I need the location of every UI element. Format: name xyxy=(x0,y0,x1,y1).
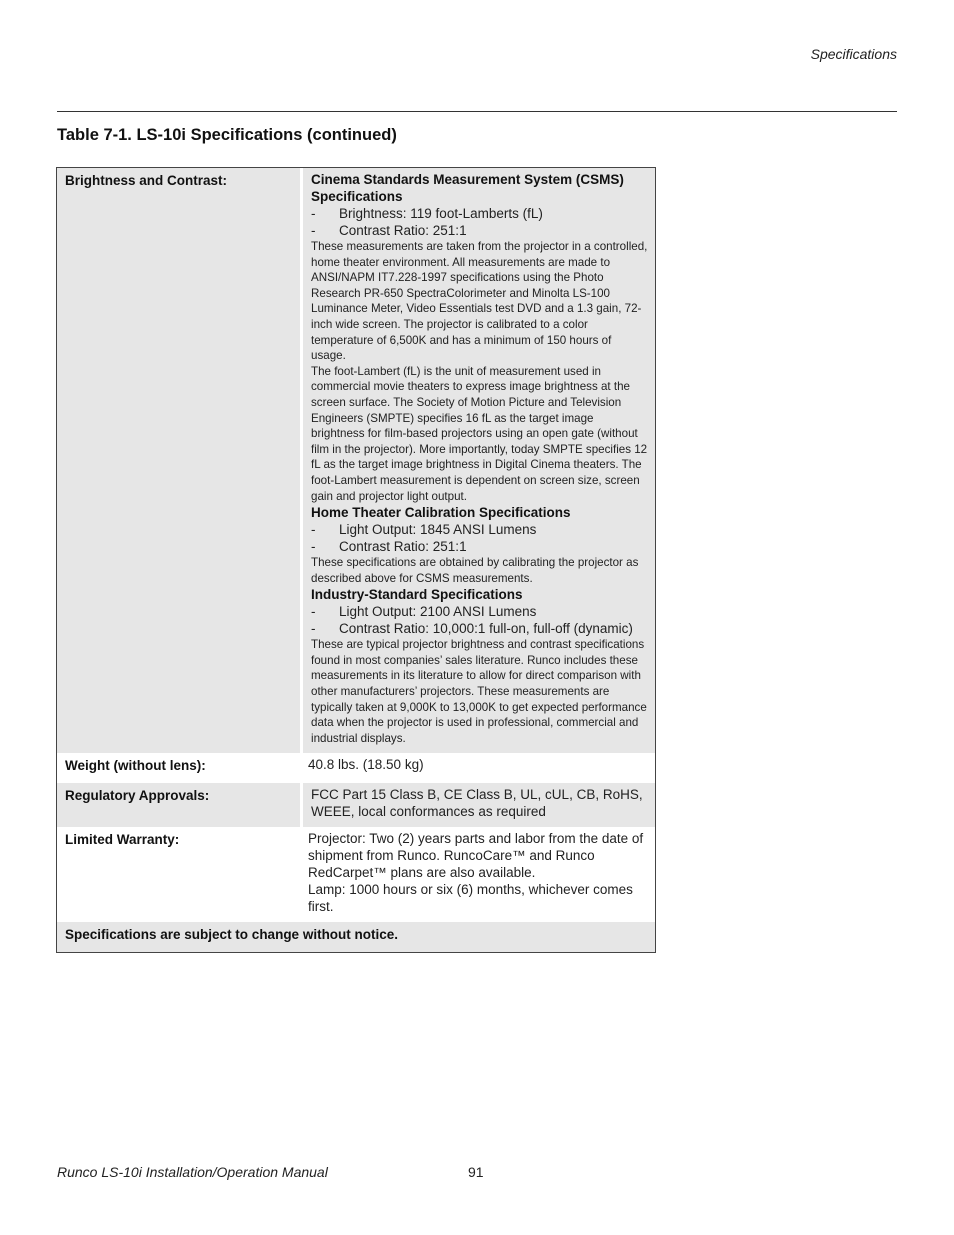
csms-heading: Cinema Standards Measurement System (CSMS) Specifications xyxy=(311,172,624,204)
bullet-text: Contrast Ratio: 251:1 xyxy=(339,539,467,555)
row-value xyxy=(300,168,655,753)
row-label: Brightness and Contrast: xyxy=(65,173,228,188)
dash-bullet: - xyxy=(311,206,316,221)
table-row-brightness xyxy=(57,168,655,753)
list-item xyxy=(311,603,649,620)
manual-title: Runco LS-10i Installation/Operation Manual xyxy=(57,1164,328,1180)
list-item xyxy=(311,538,649,555)
dash-bullet: - xyxy=(311,522,316,538)
htc-heading: Home Theater Calibration Specifications xyxy=(311,505,571,521)
projector-warranty: Projector: Two (2) years parts and labor from the date of shipment from Runco. RuncoCare™ and Runco RedCarpet™ plans are also available. xyxy=(308,831,644,881)
specifications-table xyxy=(56,167,656,953)
running-head: Specifications xyxy=(810,46,897,62)
bullet-text: Contrast Ratio: 10,000:1 full-on, full-off (dynamic) xyxy=(339,621,633,637)
industry-heading: Industry-Standard Specifications xyxy=(311,587,523,603)
row-label: Limited Warranty: xyxy=(65,832,180,848)
bullet-text: Brightness: 119 foot-Lamberts (fL) xyxy=(339,206,543,221)
list-item xyxy=(311,521,649,538)
csms-note: These measurements are taken from the projector in a controlled, home theater environment. All measurements are made to ANSI/NAPM IT7.228-1997 specifications using the Photo Research PR-650 SpectraColorimeter and Minolta LS-100 Luminance Meter, Video Essentials test DVD and a 1.3 gain, 72-inch wide screen. The projector is calibrated to a color temperature of 6,500K and has a minimum of 150 hours of usage. xyxy=(311,240,648,363)
dash-bullet: - xyxy=(311,223,316,238)
table-row-regulatory xyxy=(57,783,655,827)
foot-lambert-note: The foot-Lambert (fL) is the unit of measurement used in commercial movie theaters to express image brightness at the screen surface. The Society of Motion Picture and Television Engineers (SMPTE) specifies 16 fL as the target image brightness for film-based projectors using an open gate (without film in the projector). More importantly, today SMPTE specifies 12 fL as the target image brightness in Digital Cinema theaters. The foot-Lambert measurement is dependent on screen size, screen gain and projector light output. xyxy=(311,364,648,503)
list-item xyxy=(311,620,649,637)
header-rule xyxy=(57,111,897,112)
page-number: 91 xyxy=(468,1164,484,1180)
table-footer-note: Specifications are subject to change without notice. xyxy=(57,922,655,952)
list-item xyxy=(311,222,649,239)
table-row-weight xyxy=(57,753,655,783)
dash-bullet: - xyxy=(311,539,316,555)
table-row-warranty xyxy=(57,827,655,922)
bullet-text: Contrast Ratio: 251:1 xyxy=(339,223,467,238)
lamp-warranty: Lamp: 1000 hours or six (6) months, whichever comes first. xyxy=(308,882,633,915)
industry-note: These are typical projector brightness and contrast specifications found in most companies’ sales literature. Runco includes these measurements in its literature to allow for direct comparison with other manufacturers’ projectors. These measurements are typically taken at 9,000K to 13,000K to get expected performance data when the projector is used in professional, commercial and industrial displays. xyxy=(311,638,647,745)
htc-note: These specifications are obtained by calibrating the projector as described above for CSMS measurements. xyxy=(311,556,639,585)
bullet-text: Light Output: 2100 ANSI Lumens xyxy=(339,604,537,620)
bullet-text: Light Output: 1845 ANSI Lumens xyxy=(339,522,537,538)
dash-bullet: - xyxy=(311,604,316,620)
table-title: Table 7-1. LS-10i Specifications (continued) xyxy=(57,126,397,144)
row-value: 40.8 lbs. (18.50 kg) xyxy=(308,757,424,773)
row-value xyxy=(300,827,655,922)
dash-bullet: - xyxy=(311,621,316,637)
list-item xyxy=(311,205,649,222)
row-label: Weight (without lens): xyxy=(65,758,206,774)
row-label: Regulatory Approvals: xyxy=(65,788,210,804)
row-value: FCC Part 15 Class B, CE Class B, UL, cUL, CB, RoHS, WEEE, local conformances as required xyxy=(300,783,655,827)
